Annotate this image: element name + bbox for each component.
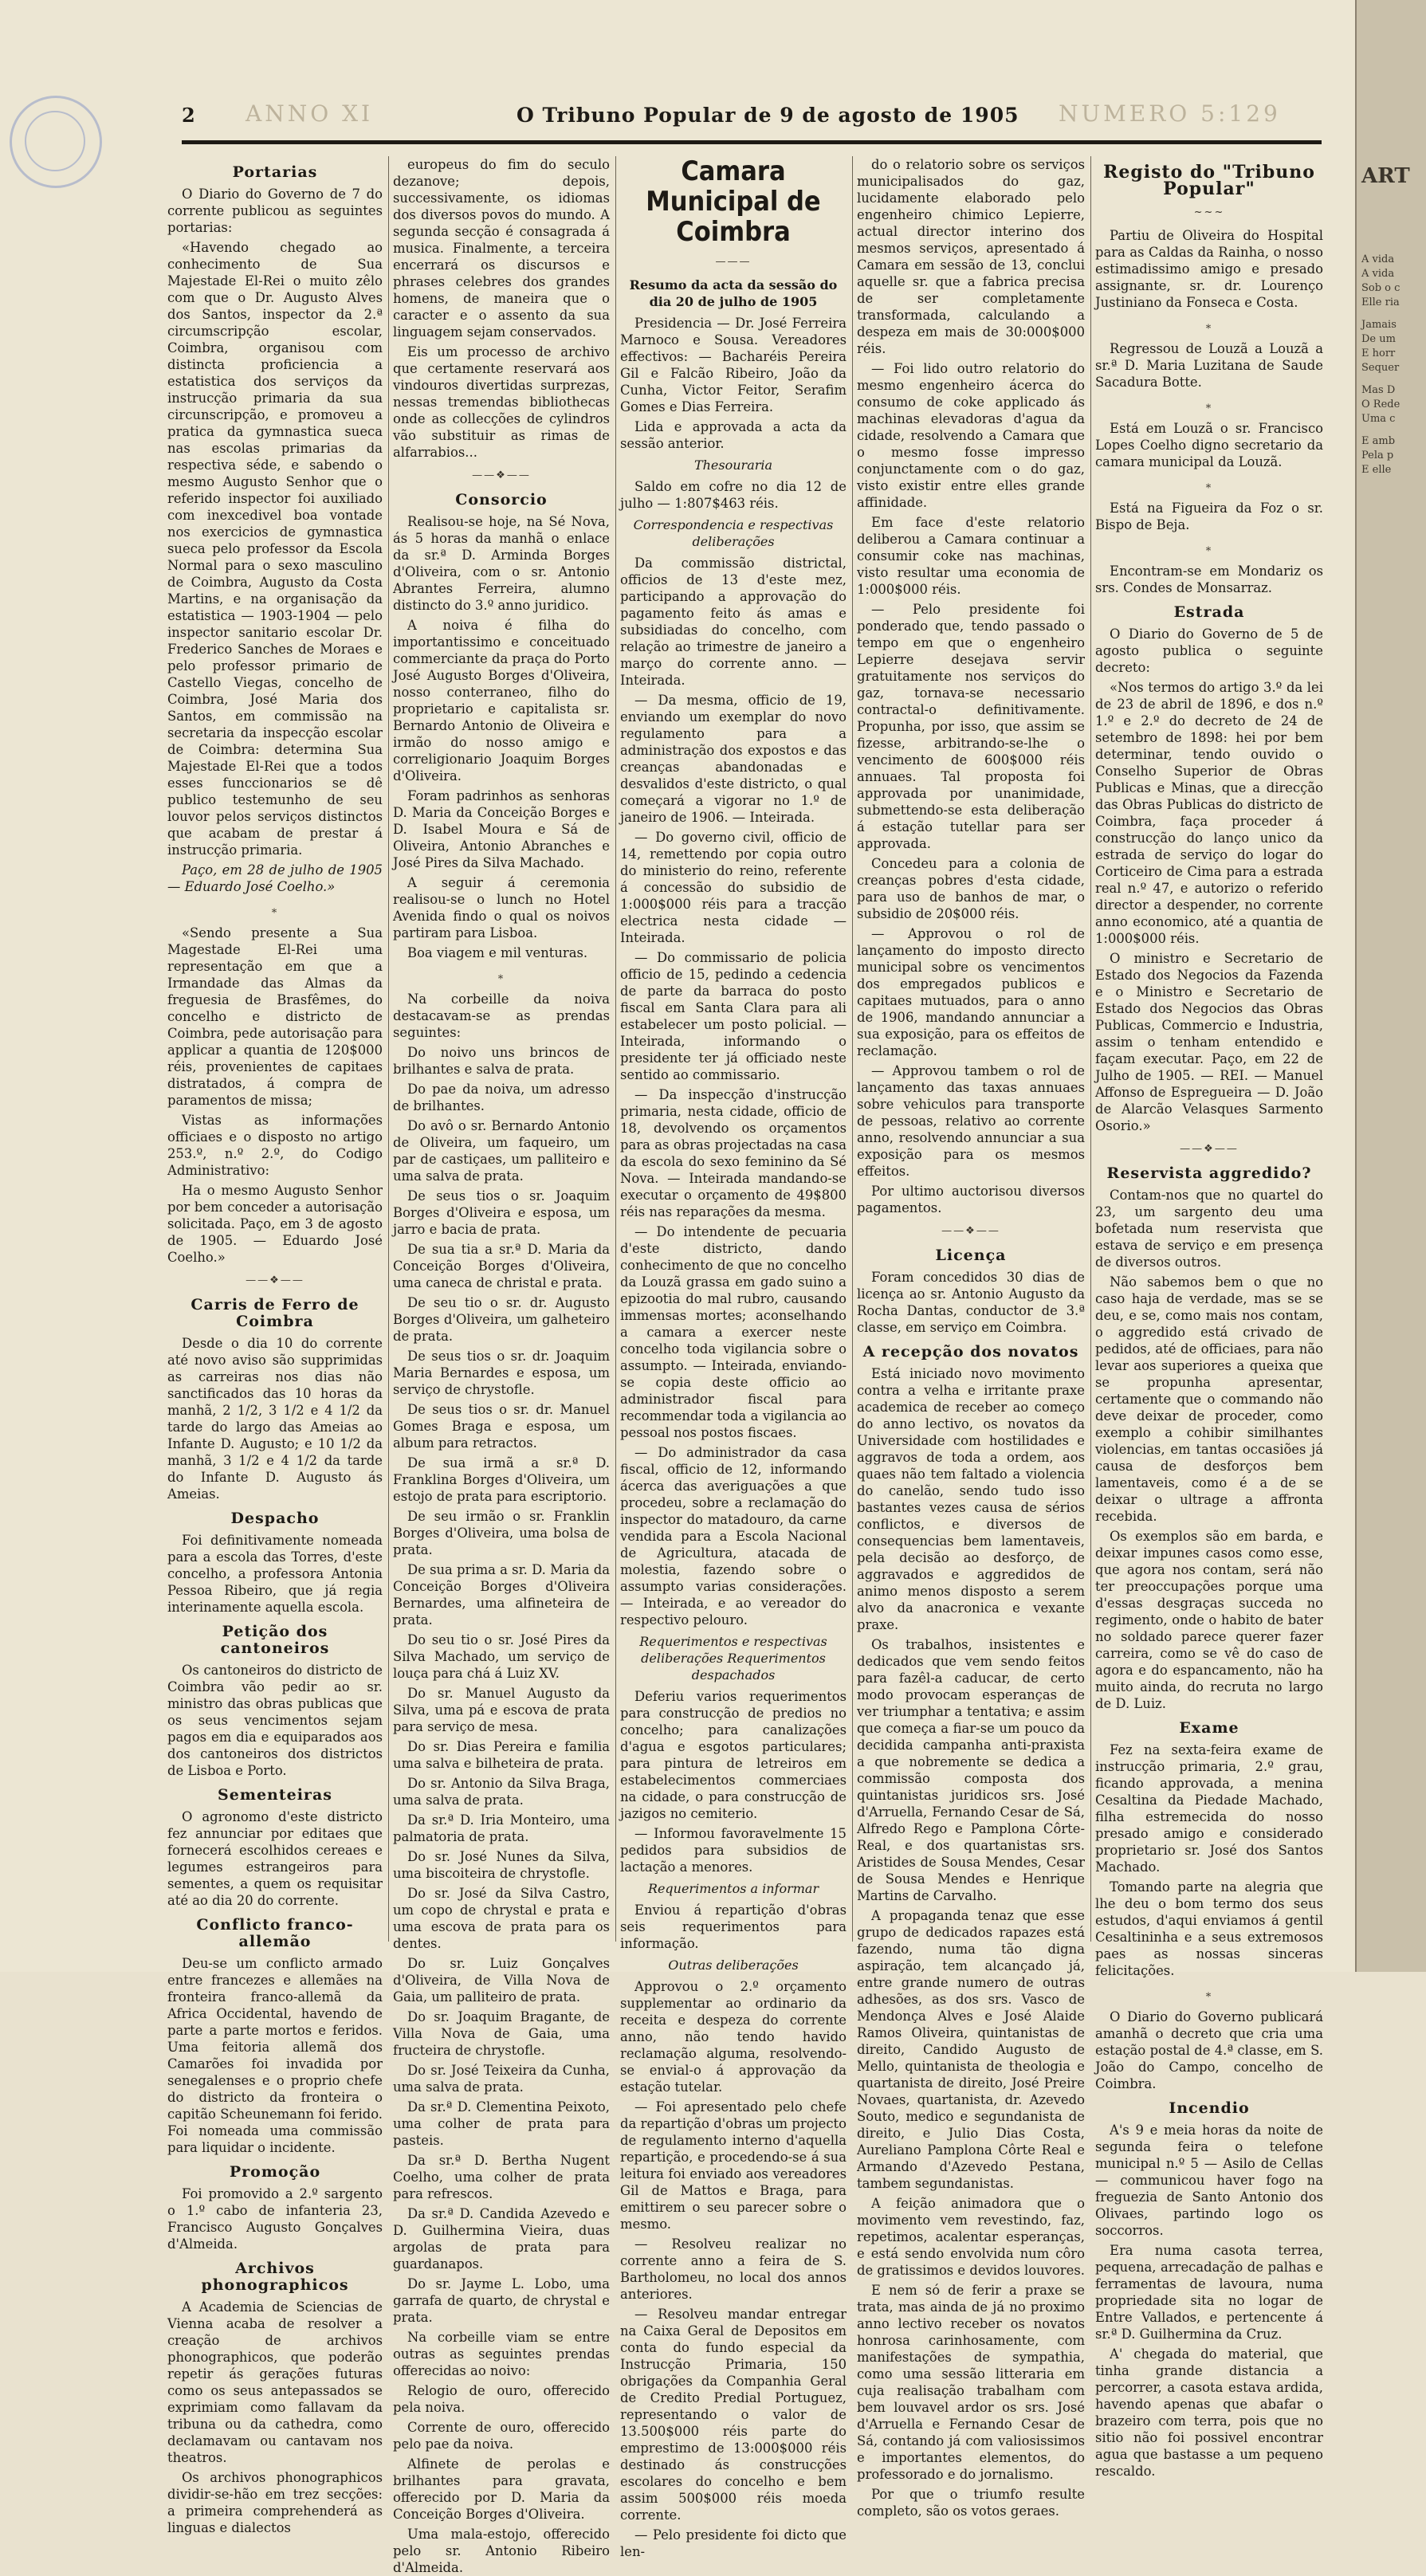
paragraph: Era numa casota terrea, pequena, arrecadação de palhas e ferramentas de lavoura, numa propriedade sita no logar de Entre Vallados, e pertencente á sr.ª D. Guilhermina da Cruz.: [1095, 2243, 1323, 2342]
paragraph: Partiu de Oliveira do Hospital para as Caldas da Rainha, o nosso estimadissimo amigo e presado assignante, sr. dr. Lourenço Justiniano da Fonseca e Costa.: [1095, 228, 1323, 310]
paragraph: Do sr. Antonio da Silva Braga, uma salva de prata.: [393, 1776, 610, 1808]
spine-text: O Rede: [1361, 399, 1400, 410]
camara-heading: Camara Municipal de Coimbra: [646, 155, 821, 248]
paragraph: Approvou o 2.º orçamento supplementar ao ordinario da receita e despeza do corrente anno, não tendo havido reclamação alguma, resolvendo-se envial-o á approvação da estação tutelar.: [620, 1979, 847, 2095]
summary-heading: Resumo da acta da sessão do dia 20 de julho de 1905: [629, 277, 838, 309]
paragraph: A seguir á ceremonia realisou-se o lunch no Hotel Avenida findo o qual os noivos partiram para Lisboa.: [393, 875, 610, 940]
paragraph: De seus tios o sr. Joaquim Borges d'Oliveira e esposa, um jarro e bacia de prata.: [393, 1188, 610, 1237]
ornament-divider: ⁎: [1205, 399, 1213, 411]
paragraph: Por ultimo auctorisou diversos pagamentos.: [857, 1184, 1085, 1215]
paragraph: Foi definitivamente nomeada para a escola das Torres, d'este concelho, a professora Antonia Pessoa Ribeiro, que já regia interinamente aquella escola.: [167, 1533, 383, 1615]
paragraph: Corrente de ouro, offerecido pelo pae da noiva.: [393, 2420, 610, 2452]
paragraph: O Diario do Governo de 7 do corrente publicou as seguintes portarias:: [167, 187, 383, 235]
spine-text: Sob o c: [1361, 282, 1400, 294]
paragraph: Concedeu para a colonia de creanças pobres d'esta cidade, para uso de banhos de mar, o subsidio de 20$000 réis.: [857, 856, 1085, 921]
estrada-heading: Estrada: [1173, 603, 1245, 621]
paragraph: Do pae da noiva, um adresso de brilhantes.: [393, 1082, 610, 1113]
paragraph: Enviou á repartição d'obras seis requerimentos para informação.: [620, 1903, 847, 1951]
column-4: [857, 156, 1085, 2519]
outras-deliberacoes-heading: Outras deliberações: [668, 1958, 799, 1973]
paragraph: Regressou de Louzã a Louzã a sr.ª D. Maria Luzitana de Saude Sacadura Botte.: [1095, 341, 1323, 390]
column-separator: [1090, 156, 1091, 1942]
column-separator: [852, 156, 853, 1942]
paragraph: Saldo em cofre no dia 12 de julho — 1:807$463 réis.: [620, 479, 847, 511]
paragraph: Da commissão districtal, officios de 13 d'este mez, participando a approvação do pagamento feito ás amas e subsidiadas do concelho, com relação ao trimestre de janeiro a março do corrente anno. — Inteirada.: [620, 556, 847, 688]
paragraph: A feição animadora que o movimento vem revestindo, faz, repetimos, acalentar esperanças, e está sendo envolvida num côro de gratissimos e devidos louvores.: [857, 2196, 1085, 2278]
header-rule: [182, 140, 1322, 144]
paragraph: Em face d'este relatorio deliberou a Camara continuar a consumir coke nas machinas, visto resultar uma economia de 1:000$000 réis.: [857, 515, 1085, 597]
exame-heading: Exame: [1179, 1719, 1239, 1737]
paragraph: Paço, em 28 de julho de 1905 — Eduardo José Coelho.»: [167, 862, 383, 894]
paragraph: Foram concedidos 30 dias de licença ao sr. Antonio Augusto da Rocha Dantas, conductor de 3.ª classe, em serviço em Coimbra.: [857, 1270, 1085, 1335]
paragraph: Está iniciado novo movimento contra a velha e irritante praxe academica de receber ao começo do anno lectivo, os novatos da Universidade com hostilidades e aggravos de toda a ordem, aos quaes não tem faltado a violencia do canelão, sendo tudo isso bastantes vezes causa de sérios conflictos, e diversos de consequencias bem lamentaveis, pela decisão ao desforço, de aggravados e aggredidos de animo menos disposto a serem alvo da anacronica e vexante praxe.: [857, 1366, 1085, 1632]
paragraph: Tomando parte na alegria que lhe deu o bom termo dos seus estudos, d'aqui enviamos á gentil Cesaltininha e a seus extremosos paes as nossas sinceras felicitações.: [1095, 1879, 1323, 1978]
paragraph: O ministro e Secretario de Estado dos Negocios da Fazenda e o Ministro e Secretario de Estado dos Negocios das Obras Publicas, Commercio e Industria, assim o tenham entendido e façam executar. Paço, em 22 de Julho de 1905. — REI. — Manuel Affonso de Espregueira — D. João de Alarcão Velasques Sarmento Osorio.»: [1095, 951, 1323, 1133]
paragraph: Está na Figueira da Foz o sr. Bispo de Beja.: [1095, 501, 1323, 532]
consorcio-heading: Consorcio: [455, 491, 548, 509]
requerimentos-heading: Requerimentos e respectivas deliberações Requerimentos despachados: [639, 1634, 827, 1683]
paragraph: Presidencia — Dr. José Ferreira Marnoco e Sousa. Vereadores effectivos: — Bacharéis Pereira Gil e Falcão Ribeiro, João da Cunha, Victor Feitor, Serafim Gomes e Dias Ferreira.: [620, 316, 847, 414]
licenca-heading: Licença: [935, 1247, 1007, 1264]
ornament-divider: ——❖——: [1180, 1143, 1239, 1155]
column-3: [620, 155, 847, 2559]
paragraph: Encontram-se em Mondariz os srs. Condes de Monsarraz.: [1095, 564, 1323, 595]
spine-text: De um: [1361, 333, 1396, 345]
paragraph: Os trabalhos, insistentes e dedicados que vem sendo feitos para fazêl-a caducar, de certo modo provocam esperanças de ver triumphar a tentativa; e assim que começa a fiar-se um pouco da decidida campanha anti-praxista a que nobremente se dedica a commissão composta dos quintanistas juridicos srs. José d'Arruella, Fernando Cesar de Sá, Alfredo Rego e Pamplona Côrte-Real, e dos quartanistas srs. Aristides de Sousa Mendes, Cesar de Sousa Mendes e Henrique Martins de Carvalho.: [857, 1637, 1085, 1903]
ornament-divider: ~~~: [1193, 206, 1225, 218]
page-header: [182, 100, 1322, 135]
column-5: [1095, 156, 1323, 2479]
paragraph: Eis um processo de archivo que certamente reservará aos vindouros divertidas surprezas, nessas tremendas bibliothecas onde as collecções de cylindros vão substituir as rimas de alfarrabios...: [393, 344, 610, 460]
paragraph: Do sr. Manuel Augusto da Silva, uma pá e escova de prata para serviço de mesa.: [393, 1686, 610, 1734]
spine-text: Uma c: [1361, 413, 1396, 425]
paragraph: — Foi apresentado pelo chefe da repartição d'obras um projecto de regulamento interno d'aquella repartição, e procedendo-se á sua leitura foi enviado aos vereadores Gil de Mattos e Braga, para emittirem o seu parecer sobre o mesmo.: [620, 2099, 847, 2232]
paragraph: Do sr. Joaquim Bragante, de Villa Nova de Gaia, uma fructeira de chrystofle.: [393, 2009, 610, 2058]
paragraph: «Havendo chegado ao conhecimento de Sua Majestade El-Rei o muito zêlo com que o Dr. Augusto Alves dos Santos, inspector da 2.ª circumscripção escolar, Coimbra, organisou com distincta proficiencia a estatistica dos serviços da instrucção primaria da sua circunscripção, e promoveu a pratica da gymnastica sueca nas escolas primarias da respectiva séde, e sabendo o mesmo Augusto Senhor que o referido inspector foi auxiliado com inexcedivel boa vontade nos exercicios de gymnastica sueca pelo professor da Escola Normal para o sexo masculino de Coimbra, Augusto da Costa Martins, e na organisação da estatistica — 1903-1904 — pelo inspector sanitario escolar Dr. Frederico Sanches de Moraes e pelo professor primario de Castello Viegas, concelho de Coimbra, José Maria dos Santos, em commissão na secretaria da inspecção escolar de Coimbra: determina Sua Majestade El-Rei que a todos esses funccionarios se dê publico testemunho de seu louvor pelos serviços distinctos que acabam de prestar á instrucção primaria.: [167, 240, 383, 858]
spine-text: Mas D: [1361, 384, 1396, 396]
ornament-divider: ⁎: [1205, 1988, 1213, 2000]
paragraph: Do seu tio o sr. José Pires da Silva Machado, um serviço de louça para chá á Luiz XV.: [393, 1632, 610, 1681]
ghost-text-left: ANNO XI: [246, 100, 374, 127]
registo-heading: Registo do "Tribuno Popular": [1103, 162, 1315, 199]
spine-text: E elle: [1361, 464, 1392, 476]
paragraph: Do sr. Dias Pereira e familia uma salva e bilheteira de prata.: [393, 1739, 610, 1771]
paragraph: Do sr. José Teixeira da Cunha, uma salva de prata.: [393, 2063, 610, 2095]
ghost-text-right: NUMERO 5:129: [1059, 100, 1281, 127]
paragraph: Os exemplos são em barda, e deixar impunes casos como esse, que agora nos contam, será não ter preoccupações porque uma d'essas desgraças succeda no regimento, onde o habito de bater no soldado parece querer fazer carreira, como se vê do caso de agora e do espancamento, não ha muito ainda, do recruta no largo de D. Luiz.: [1095, 1529, 1323, 1711]
paragraph: O Diario do Governo publicará amanhã o decreto que cria uma estação postal de 4.ª classe, em S. João do Campo, concelho de Coimbra.: [1095, 2009, 1323, 2091]
paragraph: Desde o dia 10 do corrente até novo aviso são supprimidas as carreiras nos dias não sanctificados das 10 horas da manhã, 2 1/2, 3 1/2 e 4 1/2 da tarde do largo das Ameias ao Infante D. Augusto; e 10 1/2 da manhã, 3 1/2 e 4 1/2 da tarde do Infante D. Augusto ás Ameias.: [167, 1336, 383, 1502]
ornament-divider: ——❖——: [472, 469, 531, 481]
paragraph: — Da inspecção d'instrucção primaria, nesta cidade, officio de 18, devolvendo os orçamentos para as obras projectadas na casa da escola do sexo feminino da Sé Nova. — Inteirada mandando-se executar o orçamento de 49$800 réis nas reparações da mesma.: [620, 1087, 847, 1219]
despacho-heading: Despacho: [230, 1510, 320, 1527]
paragraph: Do sr. Jayme L. Lobo, uma garrafa de quarto, de chrystal e prata.: [393, 2276, 610, 2325]
paragraph: O agronomo d'este districto fez annunciar por editaes que fornecerá escolhidos cereaes e legumes estrangeiros para sementes, a quem os requisitar até ao dia 20 do corrente.: [167, 1809, 383, 1908]
paragraph: — Do intendente de pecuaria d'este districto, dando conhecimento de que no concelho da Louzã grassa em gado suino a epizootia do mal rubro, causando immensas mortes; aconselhando a camara a exercer neste concelho toda vigilancia sobre o assumpto. — Inteirada, enviando-se copia deste officio ao administrador fiscal para recommendar toda a vigilancia ao pessoal nos postos fiscaes.: [620, 1224, 847, 1440]
paragraph: Na corbeille da noiva destacavam-se as prendas seguintes:: [393, 992, 610, 1040]
paragraph: Na corbeille viam se entre outras as seguintes prendas offerecidas ao noivo:: [393, 2330, 610, 2378]
next-page-spine: [1355, 0, 1426, 1972]
ornament-divider: ⁎: [1205, 542, 1213, 554]
paragraph: — Do commissario de policia officio de 15, pedindo a cedencia de parte da barraca do posto fiscal em Santa Clara para ali estabelecer um posto policial. — Inteirada, informando o presidente ter já officiado neste sentido ao commissario.: [620, 950, 847, 1082]
paragraph: E nem só de ferir a praxe se trata, mas ainda de já no proximo anno lectivo receber os novatos honrosa carinhosamente, com manifestações de sympathia, como uma sessão litteraria em cuja realisação trabalham com bem louvavel ardor os srs. José d'Arruella e Fernando Cesar de Sá, contando já com valiosissimos e importantes elementos, do professorado e do jornalismo.: [857, 2283, 1085, 2482]
requerimentos-informar-heading: Requerimentos a informar: [647, 1881, 819, 1896]
paragraph: — Do governo civil, officio de 14, remettendo por copia outro do ministerio do reino, referente á concessão do subsidio de 1:000$000 réis para a tracção electrica nesta cidade — Inteirada.: [620, 830, 847, 945]
paragraph: A propaganda tenaz que esse grupo de dedicados rapazes está fazendo, numa tão digna aspiração, tem alcançado já, entre grande numero de outras adhesões, as dos srs. Vasco de Mendonça Alves e José Alaide Ramos Oliveira, quintanistas de direito, Candido Augusto de Mello, quintanista de theologia e quartanista de direito, José Preire Novaes, quartanista, dr. Azevedo Souto, medico e segundanista de direito, e Julio Dias Costa, Aureliano Pamplona Côrte Real e Armando d'Azevedo Pestana, tambem segundanistas.: [857, 1908, 1085, 2191]
paragraph: — Approvou tambem o rol de lançamento das taxas annuaes sobre vehiculos para transporte de pessoas, relativo ao corrente anno, resolvendo annunciar a sua exposição para os mesmos effeitos.: [857, 1063, 1085, 1179]
paragraph: Foram padrinhos as senhoras D. Maria da Conceição Borges e D. Isabel Moura e Sá de Oliveira, Antonio Abranches e José Pires da Silva Machado.: [393, 788, 610, 870]
paragraph: A' chegada do material, que tinha grande distancia a percorrer, a casota estava ardida, havendo apenas que abafar o brazeiro com terra, pois que no sitio não foi possivel encontrar agua que bastasse a um pequeno rescaldo.: [1095, 2346, 1323, 2479]
paragraph: De seu irmão o sr. Franklin Borges d'Oliveira, uma bolsa de prata.: [393, 1509, 610, 1557]
paragraph: Não sabemos bem o que no caso haja de verdade, mas se se deu, e se, como mais nos contam, o aggredido está crivado de pedidos, até de officiaes, para não levar aos superiores a queixa que se propunha apresentar, certamente que o commando não deve deixar de proceder, como exemplo a cohibir similhantes violencias, em tantas occasiões já causa de desforços bem lamentaveis, como é a de se deixar o ultrage a affronta recebida.: [1095, 1274, 1323, 1524]
correspondencia-heading: Correspondencia e respectivas deliberações: [633, 517, 834, 549]
paragraph: Lida e approvada a acta da sessão anterior.: [620, 419, 847, 451]
paragraph: A's 9 e meia horas da noite de segunda feira o telefone municipal n.º 5 — Asilo de Cellas — communicou haver fogo na freguezia de Santo Antonio dos Olivaes, partindo logo os soccorros.: [1095, 2122, 1323, 2238]
paragraph: Realisou-se hoje, na Sé Nova, ás 5 horas da manhã o enlace da sr.ª D. Arminda Borges d'Oliveira, com o sr. Antonio Abrantes Ferreira, alumno distincto do 3.º anno juridico.: [393, 514, 610, 613]
spine-text: E amb: [1361, 435, 1396, 447]
spine-text: Sequer: [1361, 362, 1400, 374]
spine-text: E horr: [1361, 348, 1396, 359]
recepcao-heading: A recepção dos novatos: [862, 1343, 1079, 1361]
spine-text: Pela p: [1361, 450, 1394, 461]
page-number: 2: [182, 104, 195, 127]
paragraph: Da sr.ª D. Bertha Nugent Coelho, uma colher de prata para refrescos.: [393, 2153, 610, 2201]
paragraph: De seu tio o sr. dr. Augusto Borges d'Oliveira, um galheteiro de prata.: [393, 1295, 610, 1344]
paragraph: De sua tia a sr.ª D. Maria da Conceição Borges d'Oliveira, uma caneca de christal e prata.: [393, 1242, 610, 1290]
peticao-heading: Petição dos cantoneiros: [220, 1623, 330, 1657]
paragraph: Da sr.ª D. Clementina Peixoto, uma colher de prata para pasteis.: [393, 2099, 610, 2148]
paragraph: De sua prima a sr. D. Maria da Conceição Borges d'Oliveira Bernardes, uma alfineteira de prata.: [393, 1562, 610, 1628]
paragraph: Vistas as informações officiaes e o disposto no artigo 253.º, n.º 2.º, do Codigo Administrativo:: [167, 1113, 383, 1178]
sementeiras-heading: Sementeiras: [218, 1786, 332, 1804]
paragraph: — Do administrador da casa fiscal, officio de 12, informando ácerca das averiguações a que procedeu, sobre a reclamação do inspector do matadouro, da carne vendida para a Escola Nacional de Agricultura, atacada de molestia, fazendo sobre o assumpto varias considerações. — Inteirada, e ao vereador do respectivo pelouro.: [620, 1445, 847, 1628]
paragraph: Os cantoneiros do districto de Coimbra vão pedir ao sr. ministro das obras publicas que os seus vencimentos sejam pagos em dia e equiparados aos dos cantoneiros dos districtos de Lisboa e Porto.: [167, 1663, 383, 1778]
portarias-heading: Portarias: [232, 163, 318, 181]
paragraph: De seus tios o sr. dr. Manuel Gomes Braga e esposa, um album para retractos.: [393, 1402, 610, 1451]
incendio-heading: Incendio: [1169, 2099, 1250, 2117]
paragraph: europeus do fim do seculo dezanove; depois, successivamente, os idiomas dos diversos povos do mundo. A segunda secção é consagrada á musica. Finalmente, a terceira encerrará os discursos e phrases celebres dos grandes homens, de maneira que o caracter e o assento da sua linguagem sejam conservados.: [393, 157, 610, 340]
ornament-divider: ——❖——: [246, 1274, 304, 1286]
conflicto-heading: Conflicto franco-allemão: [196, 1916, 354, 1950]
ornament-divider: ⁎: [1205, 479, 1213, 491]
reservista-heading: Reservista aggredido?: [1106, 1164, 1312, 1182]
paragraph: — Pelo presidente foi ponderado que, tendo passado o tempo em que o engenheiro Lepierre desejava servir gratuitamente nos serviços do gaz, tornava-se necessario contractal-o definitivamente. Propunha, por isso, que assim se fizesse, arbitrando-se-lhe o vencimento de 600$000 réis annuaes. Tal proposta foi approvada por unanimidade, submettendo-se esta deliberação á estação tutellar para ser approvada.: [857, 602, 1085, 851]
paragraph: Os archivos phonographicos dividir-se-hão em trez secções: a primeira comprehenderá as linguas e dialectos: [167, 2470, 383, 2535]
spine-text: A vida: [1361, 253, 1395, 265]
paragraph: De seus tios o sr. dr. Joaquim Maria Bernardes e esposa, um serviço de chrystofle.: [393, 1349, 610, 1397]
paragraph: Do noivo uns brincos de brilhantes e salva de prata.: [393, 1045, 610, 1077]
thesouraria-heading: Thesouraria: [693, 457, 773, 473]
paragraph: — Approvou o rol de lançamento do imposto directo municipal sobre os vencimentos dos empregados publicos e capitaes mutuados, para o anno de 1906, mandando annunciar a sua exposição, para os effeitos de reclamação.: [857, 926, 1085, 1058]
spine-text: A vida: [1361, 268, 1395, 280]
paragraph: «Sendo presente a Sua Magestade El-Rei uma representação em que a Irmandade das Almas da freguesia de Brasfêmes, do concelho e districto de Coimbra, pede autorisação para applicar a quantia de 120$000 réis, provenientes de capitaes distratados, á compra de paramentos de missa;: [167, 925, 383, 1108]
paragraph: Do sr. Luiz Gonçalves d'Oliveira, de Villa Nova de Gaia, um palliteiro de prata.: [393, 1956, 610, 2005]
newspaper-title: O Tribuno Popular de 9 de agosto de 1905: [517, 104, 1019, 127]
spine-text: Jamais: [1361, 319, 1397, 331]
paragraph: O Diario do Governo de 5 de agosto publica o seguinte decreto:: [1095, 626, 1323, 675]
column-separator: [388, 156, 389, 1942]
column-2: [393, 156, 610, 2575]
ornament-divider: ⁎: [271, 904, 279, 916]
paragraph: Ha o mesmo Augusto Senhor por bem conceder a autorisação solicitada. Paço, em 3 de agosto de 1905. — Eduardo José Coelho.»: [167, 1183, 383, 1265]
paragraph: — Resolveu realizar no corrente anno a feira de S. Bartholomeu, no local dos annos anteriores.: [620, 2236, 847, 2302]
paragraph: Contam-nos que no quartel do 23, um sargento deu uma bofetada num reservista que estava de serviço e em presença de diversos outros.: [1095, 1188, 1323, 1270]
paragraph: Por que o triumfo resulte completo, são os votos geraes.: [857, 2487, 1085, 2519]
promocao-heading: Promoção: [229, 2163, 321, 2181]
paragraph: Deferiu varios requerimentos para construcção de predios no concelho; para canalizações d'agua e esgotos particulares; para pintura de letreiros em estabelecimentos commerciaes na cidade, o para construcção de jazigos no cemiterio.: [620, 1689, 847, 1821]
library-stamp-icon: [10, 96, 102, 188]
paragraph: Do avô o sr. Bernardo Antonio de Oliveira, um faqueiro, um par de castiçaes, um palliteiro e uma salva de prata.: [393, 1118, 610, 1184]
ornament-divider: ———: [715, 256, 752, 268]
paragraph: Relogio de ouro, offerecido pela noiva.: [393, 2383, 610, 2415]
paragraph: Foi promovido a 2.º sargento o 1.º cabo de infanteria 23, Francisco Augusto Gonçalves d'Almeida.: [167, 2186, 383, 2252]
paragraph: Do sr. José da Silva Castro, um copo de chrystal e prata e uma escova de prata para os dentes.: [393, 1886, 610, 1951]
ornament-divider: ——❖——: [941, 1225, 1000, 1237]
paragraph: — Foi lido outro relatorio do mesmo engenheiro ácerca do consumo de coke applicado ás machinas elevadoras d'agua da cidade, resolvendo a Camara que o mesmo fosse impresso conjunctamente com o do gaz, visto existir entre elles grande affinidade.: [857, 361, 1085, 510]
paragraph: — Da mesma, officio de 19, enviando um exemplar do novo regulamento para a administração dos expostos e das creanças abandonadas e desvalidos d'este districto, o qual começará a vigorar no 1.º de janeiro de 1906. — Inteirada.: [620, 693, 847, 825]
paragraph: Da sr.ª D. Iria Monteiro, uma palmatoria de prata.: [393, 1812, 610, 1844]
paragraph: — Informou favoravelmente 15 pedidos para subsidios de lactação a menores.: [620, 1826, 847, 1875]
paragraph: do o relatorio sobre os serviços municipalisados do gaz, lucidamente elaborado pelo engenheiro chimico Lepierre, actual director interino dos mesmos serviços, apresentado á Camara em sessão de 13, conclui aquelle sr. que a fabrica precisa de ser completamente transformada, calculando a despeza em mais de 30:000$000 réis.: [857, 157, 1085, 356]
carris-heading: Carris de Ferro de Coimbra: [191, 1296, 359, 1330]
paragraph: «Nos termos do artigo 3.º da lei de 23 de abril de 1896, e dos n.º 1.º e 2.º do decreto de 24 de setembro de 1898: hei por bem determinar, tendo ouvido o Conselho Superior de Obras Publicas e Minas, que a direcção das Obras Publicas do districto de Coimbra, faça proceder á construcção do lanço unico da estrada de serviço do logar do Corticeiro de Cima para a estrada real n.º 47, e autorizo o referido director a despender, no corrente anno economico, até a quantia de 1:000$000 réis.: [1095, 680, 1323, 946]
ornament-divider: ⁎: [1205, 320, 1213, 332]
paragraph: Deu-se um conflicto armado entre francezes e allemães na fronteira franco-allemã da Africa Occidental, havendo de parte a parte mortos e feridos. Uma feitoria allemã dos Camarões foi invadida por senegalenses e o proprio chefe do districto da fronteira o capitão Scheunemann foi ferido. Foi nomeada uma commissão para liquidar o incidente.: [167, 1956, 383, 2155]
paragraph: Da sr.ª D. Candida Azevedo e D. Guilhermina Vieira, duas argolas de prata para guardanapos.: [393, 2206, 610, 2272]
ornament-divider: ⁎: [497, 970, 505, 982]
paragraph: Fez na sexta-feira exame de instrucção primaria, 2.º grau, ficando approvada, a menina Cesaltina da Piedade Machado, filha estremecida do nosso presado amigo e considerado proprietario sr. José dos Santos Machado.: [1095, 1742, 1323, 1875]
paragraph: Está em Louzã o sr. Francisco Lopes Coelho digno secretario da camara municipal da Louzã.: [1095, 421, 1323, 469]
paragraph: Boa viagem e mil venturas.: [407, 945, 588, 960]
paragraph: A Academia de Sciencias de Vienna acaba de resolver a creação de archivos phonographicos, que poderão repetir ás gerações futuras como os seus antepassados se exprimiam como fallavam da tribuna ou da cathedra, como declamavam ou cantavam nos theatros.: [167, 2299, 383, 2465]
column-1: [167, 156, 383, 2535]
paragraph: Do sr. José Nunes da Silva, uma biscoiteira de chrystofle.: [393, 1849, 610, 1881]
paragraph: Alfinete de perolas e brilhantes para gravata, offerecido por D. Maria da Conceição Borges d'Oliveira.: [393, 2456, 610, 2522]
paragraph: — Resolveu mandar entregar na Caixa Geral de Depositos em conta do fundo especial da Instrucção Primaria, 150 obrigações da Companhia Geral de Credito Predial Portuguez, representando o valor de 13.500$000 réis parte do emprestimo de 13:000$000 réis destinado ás construcções escolares do concelho e bem assim 500$000 réis moeda corrente.: [620, 2307, 847, 2523]
paragraph: Uma mala-estojo, offerecido pelo sr. Antonio Ribeiro d'Almeida.: [393, 2527, 610, 2575]
paragraph: A noiva é filha do importantissimo e conceituado commerciante da praça do Porto José Augusto Borges d'Oliveira, nosso conterraneo, filho do proprietario e capitalista sr. Bernardo Antonio de Oliveira e irmão do nosso amigo e correligionario Joaquim Borges d'Oliveira.: [393, 618, 610, 783]
column-separator: [615, 156, 616, 1942]
spine-text: ART: [1361, 164, 1410, 188]
paragraph: — Pelo presidente foi dicto que len-: [620, 2527, 847, 2559]
spine-text: Elle ria: [1361, 296, 1400, 308]
archivos-heading: Archivos phonographicos: [201, 2260, 349, 2294]
paragraph: De sua irmã a sr.ª D. Franklina Borges d'Oliveira, um estojo de prata para escriptorio.: [393, 1455, 610, 1504]
